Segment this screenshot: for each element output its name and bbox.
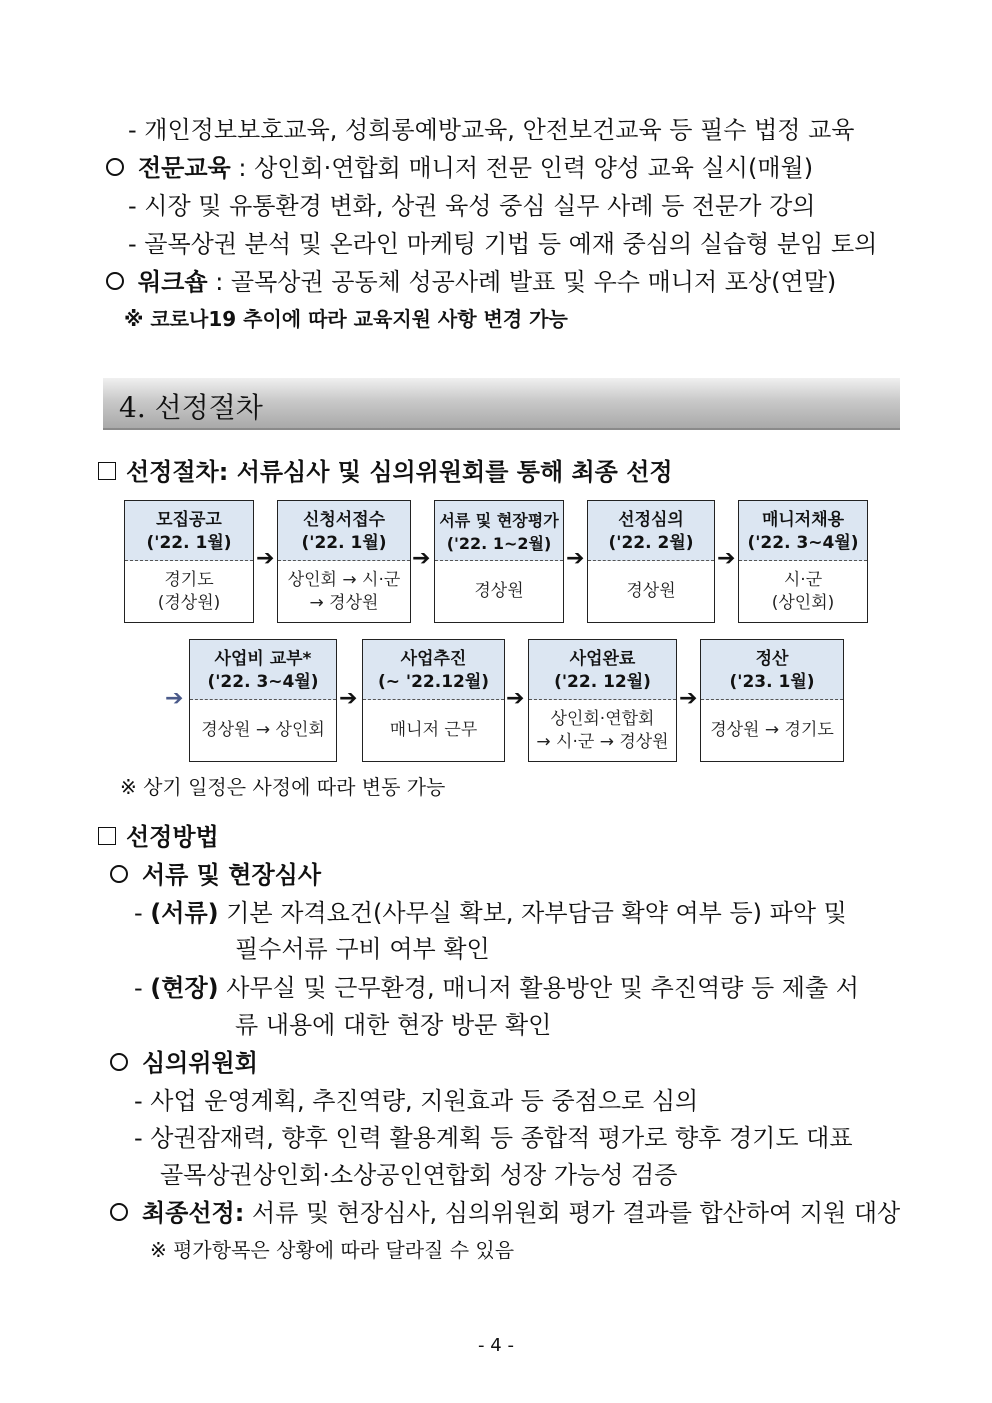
- arrow-right-icon: ➔: [717, 546, 736, 571]
- flow-step-body: [588, 561, 714, 622]
- bullet-line: - (서류) 기본 자격요건(사무실 확보, 자부담금 확약 여부 등) 파악 및: [134, 899, 847, 927]
- flow-step-box: [700, 639, 844, 762]
- bullet-text: : 상인회·연합회 매니저 전문 인력 양성 교육 실시(매월): [230, 154, 814, 182]
- section-header-bar: [103, 378, 900, 430]
- flow-step-body: [278, 561, 410, 622]
- step-date: ('22. 1~2월): [446, 534, 552, 553]
- bullet-head: 워크숍: [138, 268, 208, 296]
- arrow-right-icon: ➔: [412, 546, 431, 571]
- bullet-text: 사무실 및 근무환경, 매니저 활용방안 및 추진역량 등 제출 서: [218, 974, 859, 1002]
- step-title: 사업추진: [400, 649, 467, 669]
- flow-step-body: [190, 700, 336, 761]
- arrow-right-icon: ➔: [566, 546, 585, 571]
- arrow-right-icon: ➔: [339, 686, 358, 711]
- flow-step-body: [435, 561, 563, 622]
- bullet-line: - 상권잠재력, 향후 인력 활용계획 등 종합적 평가로 향후 경기도 대표: [134, 1124, 853, 1152]
- step-actor: 상인회·연합회: [550, 708, 655, 729]
- note: ※ 평가항목은 상황에 따라 달라질 수 있음: [150, 1238, 515, 1262]
- step-actor: (상인회): [771, 592, 835, 613]
- step-actor: 상인회 → 시·군: [287, 569, 401, 590]
- note: ※ 상기 일정은 사정에 따라 변동 가능: [120, 775, 446, 799]
- flow-step-body: [739, 561, 867, 622]
- flow-step-box: [587, 500, 715, 623]
- bullet-line: [110, 859, 321, 891]
- page-number: - 4 -: [478, 1335, 514, 1356]
- step-title: 사업비 교부*: [214, 649, 312, 669]
- flow-step-box: [738, 500, 868, 623]
- bullet-line: - 개인정보보호교육, 성희롱예방교육, 안전보건교육 등 필수 법정 교육: [128, 116, 855, 144]
- bullet-text: 심의위원회: [142, 1049, 258, 1077]
- bullet-tag: (서류): [150, 899, 219, 927]
- procedure-heading: [98, 456, 673, 488]
- bullet-line: - 시장 및 유통환경 변화, 상권 육성 중심 실무 사례 등 전문가 강의: [128, 192, 816, 220]
- bullet-line: [110, 1197, 900, 1229]
- flow-step-box: [434, 500, 564, 623]
- note: ※ 코로나19 추이에 따라 교육지원 사항 변경 가능: [124, 307, 568, 331]
- step-actor: 경상원: [626, 581, 676, 601]
- step-actor: 경상원 → 상인회: [201, 720, 325, 740]
- step-date: ('22. 12월): [554, 672, 651, 692]
- checkbox-square-icon: [98, 462, 116, 480]
- bullet-text: 기본 자격요건(사무실 확보, 자부담금 확약 여부 등) 파악 및: [218, 899, 847, 927]
- circle-bullet-icon: [106, 272, 124, 290]
- step-date: ('23. 1월): [729, 672, 815, 692]
- arrow-right-icon: ➔: [256, 546, 275, 571]
- step-title: 신청서접수: [302, 510, 386, 530]
- flow-step-body: [701, 700, 843, 761]
- flow-step-box: [189, 639, 337, 762]
- bullet-text: : 골목상권 공동체 성공사례 발표 및 우수 매니저 포상(연말): [207, 268, 837, 296]
- step-actor: → 경상원: [309, 592, 379, 613]
- bullet-line: [106, 266, 836, 298]
- arrow-right-icon: ➔: [165, 686, 184, 711]
- arrow-right-icon: ➔: [506, 686, 525, 711]
- step-title: 서류 및 현장평가: [439, 511, 559, 530]
- step-actor: 시·군: [783, 569, 823, 590]
- step-title: 선정심의: [618, 510, 684, 530]
- flow-step-header: [701, 640, 843, 700]
- flow-step-header: [125, 501, 253, 561]
- bullet-line: 류 내용에 대한 현장 방문 확인: [235, 1011, 552, 1039]
- step-title: 정산: [755, 649, 789, 669]
- method-heading: [98, 821, 219, 853]
- step-title: 모집공고: [156, 510, 222, 530]
- step-date: ('22. 1월): [146, 533, 232, 553]
- flow-step-header: [190, 640, 336, 700]
- method-heading-text: 선정방법: [126, 823, 219, 851]
- step-actor: 경상원 → 경기도: [710, 720, 834, 740]
- bullet-tag: (현장): [150, 974, 219, 1002]
- flow-step-header: [435, 501, 563, 561]
- step-actor: 매니저 근무: [389, 720, 478, 740]
- step-date: ('22. 3~4월): [207, 672, 319, 692]
- step-title: 사업완료: [569, 649, 636, 669]
- bullet-line: - 사업 운영계획, 추진역량, 지원효과 등 중점으로 심의: [134, 1087, 699, 1115]
- flow-step-box: [362, 639, 505, 762]
- flow-step-box: [277, 500, 411, 623]
- step-actor: → 시·군 → 경상원: [536, 731, 669, 752]
- bullet-head: 최종선정:: [142, 1199, 245, 1227]
- step-actor: (경상원): [157, 592, 221, 613]
- step-actor: 경상원: [474, 581, 524, 601]
- step-actor: 경기도: [164, 569, 214, 590]
- bullet-text: 서류 및 현장심사: [142, 861, 321, 889]
- step-date: ('22. 2월): [608, 533, 694, 553]
- step-date: (~ '22.12월): [377, 672, 490, 692]
- flow-step-header: [739, 501, 867, 561]
- arrow-right-icon: ➔: [679, 686, 698, 711]
- flow-step-body: [529, 700, 676, 761]
- circle-bullet-icon: [110, 865, 128, 883]
- flow-step-body: [125, 561, 253, 622]
- step-date: ('22. 1월): [301, 533, 387, 553]
- bullet-line: 골목상권상인회·소상공인연합회 성장 가능성 검증: [160, 1161, 678, 1189]
- step-title: 매니저채용: [761, 510, 845, 530]
- bullet-text: 서류 및 현장심사, 심의위원회 평가 결과를 합산하여 지원 대상: [244, 1199, 901, 1227]
- flow-step-header: [278, 501, 410, 561]
- bullet-line: - 골목상권 분석 및 온라인 마케팅 기법 등 예재 중심의 실습형 분임 토의: [128, 230, 878, 258]
- circle-bullet-icon: [106, 158, 124, 176]
- flow-step-box: [528, 639, 677, 762]
- bullet-line: [106, 152, 813, 184]
- section-title: 4. 선정절차: [119, 391, 263, 424]
- circle-bullet-icon: [110, 1203, 128, 1221]
- flow-step-header: [588, 501, 714, 561]
- bullet-line: - (현장) 사무실 및 근무환경, 매니저 활용방안 및 추진역량 등 제출 서: [134, 974, 859, 1002]
- flow-step-box: [124, 500, 254, 623]
- bullet-head: 전문교육: [138, 154, 231, 182]
- circle-bullet-icon: [110, 1053, 128, 1071]
- checkbox-square-icon: [98, 827, 116, 845]
- flow-step-header: [529, 640, 676, 700]
- flow-step-body: [363, 700, 504, 761]
- bullet-line: 필수서류 구비 여부 확인: [235, 935, 490, 963]
- flow-step-header: [363, 640, 504, 700]
- bullet-line: [110, 1047, 258, 1079]
- procedure-heading-text: 선정절차: 서류심사 및 심의위원회를 통해 최종 선정: [126, 458, 673, 486]
- step-date: ('22. 3~4월): [747, 533, 859, 553]
